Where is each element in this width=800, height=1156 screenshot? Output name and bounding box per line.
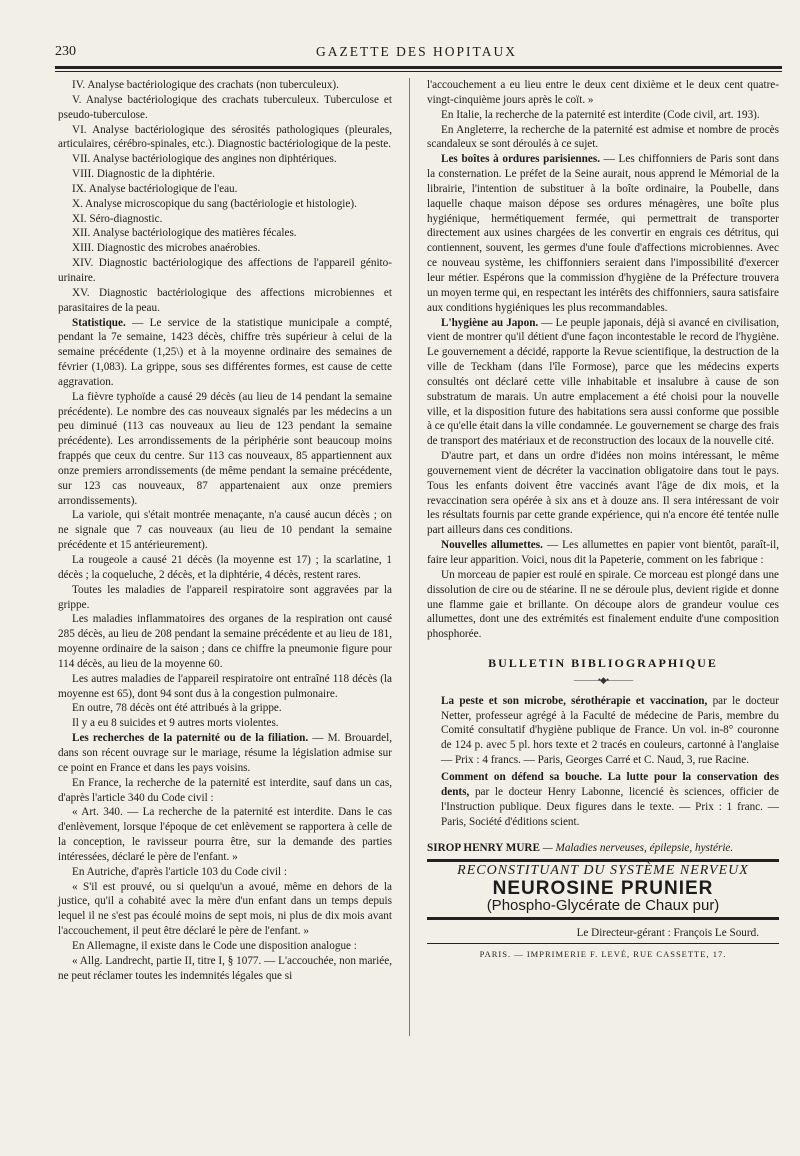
paragraph — [427, 538, 779, 568]
bulletin-title: BULLETIN BIBLIOGRAPHIQUE — [488, 656, 718, 671]
paragraph — [58, 553, 392, 583]
paragraph-text: — Les allumettes en papier vont bientôt, paraît-il, faire leur apparition. Voici, nous dit la Papeterie, comment on les fabrique : — [427, 539, 780, 566]
paragraph — [58, 776, 392, 806]
paragraph — [58, 939, 392, 954]
paragraph-text: La fièvre typhoïde a causé 29 décès (au lieu de 14 pendant la semaine précédente). Le nombre des cas nouveaux signalés par les médecins a un peu diminué (113 cas nouveaux au lieu de 123 pendant la semaine précédente). Les arrondissements de la périphérie sont beaucoup moins frappés que ceux du centre. Sur 113 cas nouveaux, 85 appartiennent aux onze premiers arrondissements (de même pendant la semaine précédente, sur 123 cas nouveaux, 87 appartenaient aux onze premiers arrondissements). — [58, 390, 392, 507]
paragraph-heading: L'hygiène au Japon. — [441, 316, 539, 329]
paragraph-text: l'accouchement a eu lieu entre le deux cent dixième et le deux cent quatre-vingt-cinquième jours après le coït. » — [427, 79, 779, 106]
paragraph — [58, 716, 392, 731]
paragraph — [427, 123, 779, 153]
paragraph — [58, 167, 392, 182]
paragraph — [58, 93, 392, 123]
paragraph-text: D'autre part, et dans un ordre d'idées non moins intéressant, le même gouvernement vient de décréter la vaccination obligatoire dans tout le pays. Tous les enfants doivent être vaccinés avant l'âge de dix mois, et la revaccination sera opérée à six ans et à douze ans. Il sera intéressant de voir les résultats fournis par cette grande expérience, qui n'a encore été tentée nulle part ailleurs dans ces conditions. — [427, 450, 779, 537]
paragraph-heading: Les boîtes à ordures parisiennes. — [441, 153, 600, 166]
advert-rule-bottom — [427, 917, 779, 920]
paragraph-text: « Allg. Landrecht, partie II, titre I, § 1077. — L'accouchée, non mariée, ne peut réclamer toutes les indemnités légales que si — [58, 954, 392, 982]
paragraph-heading: La peste et son microbe, sérothérapie et vaccination, — [441, 694, 708, 707]
paragraph-text: — Le service de la statistique municipale a compté, pendant la 7e semaine, 1423 décès, chiffre très supérieur à celui de la semaine précédente (1,25\) et à la moyenne ordinaire des semaines de février (1,083). La grippe, sous ses différentes formes, est cause de cette aggravation. — [58, 316, 392, 388]
advert-brand: SIROP HENRY MURE — [427, 842, 540, 855]
paragraph-text: V. Analyse bactériologique des crachats tuberculeux. Tuberculose et pseudo-tuberculose. — [58, 93, 392, 121]
paragraph-text: La rougeole a causé 21 décès (la moyenne est 17) ; la scarlatine, 1 décès ; la coqueluche, 2 décès, et la diphtérie, 4 décès, restent rares. — [58, 554, 392, 581]
paragraph — [58, 123, 392, 153]
paragraph-text: VII. Analyse bactériologique des angines non diphtériques. — [72, 153, 337, 166]
right-column-articles — [427, 78, 779, 642]
paragraph — [58, 256, 392, 286]
paragraph-text: En Italie, la recherche de la paternité est interdite (Code civil, art. 193). — [441, 108, 760, 121]
page-number: 230 — [55, 44, 76, 59]
paragraph-text: « Art. 340. — La recherche de la paternité est interdite. Dans le cas d'enlèvement, lorsque l'époque de cet enlèvement se rapportera à celle de la conception, le ravisseur pourra être, sur la demande des parties intéressées, déclaré le père de l'enfant. » — [58, 806, 392, 863]
paragraph — [427, 108, 779, 123]
paragraph-text: VI. Analyse bactériologique des sérosités pathologiques (pleurales, articulaires, cérébro-spinales, etc.). Diagnostic bactériologique de la peste. — [58, 123, 392, 151]
paragraph — [427, 694, 779, 768]
paragraph — [58, 212, 392, 227]
paragraph-text: IX. Analyse bactériologique de l'eau. — [72, 182, 238, 195]
paragraph — [58, 612, 392, 671]
paragraph-text: IV. Analyse bactériologique des crachats (non tuberculeux). — [72, 79, 339, 91]
paragraph — [58, 226, 392, 241]
advert-tagline: RECONSTITUANT DU SYSTÈME NERVEUX — [457, 863, 749, 879]
advert-line-1 — [427, 841, 779, 856]
left-column — [58, 78, 392, 983]
paragraph-text: Un morceau de papier est roulé en spirale. Ce morceau est plongé dans une dissolution de cire ou de stéarine. Il ne se déroule plus, devient rigide et donne une flamme gaie et brillante. On découpe alors de grandeur voulue ces allumettes, dont une des extrémités est finalement enduite d'une composition phosphorée. — [427, 568, 779, 641]
paragraph-text: XV. Diagnostic bactériologique des affections microbiennes et parasitaires de la peau. — [58, 286, 392, 314]
paragraph — [427, 316, 779, 450]
bulletin-entries — [427, 694, 779, 830]
paragraph — [58, 152, 392, 167]
paragraph-text: En Autriche, d'après l'article 103 du Code civil : — [72, 865, 287, 878]
footer-rule — [427, 943, 779, 944]
paragraph-text: En outre, 78 décès ont été attribués à la grippe. — [72, 702, 282, 715]
advert-product-name: NEUROSINE PRUNIER — [492, 878, 714, 900]
paragraph-text: En Allemagne, il existe dans le Code une disposition analogue : — [72, 939, 357, 952]
paragraph-text: par le docteur Netter, professeur agrégé à la Faculté de médecine de Paris, membre du Comité consultatif d'hygiène publique de France. Un vol. in-8° couronne de 124 p. avec 5 pl. hors texte et 2 tracés en couleurs, cartonné à l'anglaise — Prix : 4 francs. — Paris, Georges Carré et C. Naud, 3, rue Racine. — [441, 694, 779, 767]
director-line: Le Directeur-gérant : François Le Sourd. — [576, 926, 759, 939]
printer-line: PARIS. — IMPRIMERIE F. LEVÉ, RUE CASSETTE, 17. — [479, 948, 727, 959]
paragraph — [58, 286, 392, 316]
paragraph-heading: Les recherches de la paternité ou de la filiation. — [72, 732, 309, 745]
paragraph-text: — Le peuple japonais, déjà si avancé en civilisation, vient de montrer qu'il détient d'une façon incontestable le record de l'hygiène. Le gouvernement a décidé, rapporte la Revue scientifique, la destruction de la ville de Teckham (dans l'île Formose), parce que les médecins experts consultés ont déclaré cette ville inhabitable et insalubre à cause de son substratum de marais. Un autre emplacement a été choisi pour la nouvelle ville, et la disposition future des habitations sera aussi conforme que possible à ce qu'elle était dans la ville condamnée. Le gouvernement se charge des frais de transport des matériaux et de reconstruction des locaux de la nouvelle cité. — [427, 316, 779, 448]
paragraph-text: Toutes les maladies de l'appareil respiratoire sont aggravées par la grippe. — [58, 583, 392, 611]
advertisement — [427, 841, 779, 920]
paragraph — [58, 865, 392, 880]
advert-product-desc: (Phospho-Glycérate de Chaux pur) — [486, 897, 720, 915]
paragraph — [427, 770, 779, 829]
paragraph — [58, 731, 392, 776]
paragraph — [58, 508, 392, 553]
header-rule-thin — [55, 71, 782, 72]
paragraph-heading: Statistique. — [72, 316, 126, 329]
paragraph — [58, 182, 392, 197]
paragraph — [58, 954, 392, 984]
page-header — [55, 44, 778, 66]
paragraph-text: XII. Analyse bactériologique des matières fécales. — [72, 227, 297, 240]
paragraph — [58, 672, 392, 702]
bulletin-ornament: ———•◆•——— — [573, 674, 633, 685]
paragraph — [58, 197, 392, 212]
paragraph-text: — Les chiffonniers de Paris sont dans la consternation. Le préfet de la Seine aurait, nous apprend le Mémorial de la librairie, l'intention de substituer à la boîte ordinaire, la Poubelle, dans laquelle chaque maison dépose ses ordures ménagères, une boîte plus hygiénique, hermétiquement fermée, qui permettrait de transporter directement aux usines chargées de les convertir en engrais ces détritus, qui contiennent, souvent, les germes d'une foule d'affections microbiennes. Avec ce nouveau système, les chiffonniers seraient dans l'impossibilité d'exercer leur métier. Espérons que la commission d'hygiène de la Préfecture trouvera un moyen terme qui, en respectant les intérêts des chiffonniers, saura satisfaire aux conditions hygiéniques les plus recommandables. — [427, 153, 779, 314]
advert-rule — [427, 859, 779, 862]
paragraph-text: La variole, qui s'était montrée menaçante, n'a causé aucun décès ; on ne signale que 7 cas nouveaux (au lieu de 10 pendant la semaine précédente et 15 antérieurement). — [58, 509, 392, 552]
paragraph-heading: Comment on défend sa bouche. La lutte pour la conservation des dents, — [441, 770, 779, 798]
paragraph-text: — M. Brouardel, dans son récent ouvrage sur le mariage, résume la législation admise sur ce point en France et dans les pays voisins. — [58, 732, 392, 774]
paragraph — [427, 152, 779, 315]
journal-title: GAZETTE DES HOPITAUX — [316, 44, 517, 59]
paragraph-text: XI. Séro-diagnostic. — [72, 212, 163, 225]
paragraph-text: Les autres maladies de l'appareil respiratoire ont entraîné 118 décès (la moyenne est 65), dont 94 sont dus à la congestion pulmonaire. — [58, 672, 392, 700]
paragraph-text: VIII. Diagnostic de la diphtérie. — [72, 168, 215, 181]
paragraph — [58, 880, 392, 939]
paragraph — [58, 241, 392, 256]
paragraph — [58, 701, 392, 716]
paragraph-text: par le docteur Henry Labonne, licencié ès sciences, officier de l'Instruction publique. Deux figures dans le texte. — Prix : 1 franc. — Paris, Société d'éditions scient. — [441, 785, 779, 828]
paragraph — [58, 583, 392, 613]
paragraph — [427, 568, 779, 642]
paragraph — [58, 390, 392, 509]
paragraph-heading: Nouvelles allumettes. — [441, 539, 543, 552]
paragraph — [58, 78, 392, 93]
paragraph — [58, 316, 392, 390]
paragraph-text: « S'il est prouvé, ou si quelqu'un a avoué, même en dehors de la justice, qu'il a cohabité avec la mère d'un enfant dans un temps depuis lequel il ne s'est pas écoulé moins de sept mois, ni plus de dix mois avant l'accouchement, il peut être déclaré le père de l'enfant. » — [58, 880, 392, 938]
paragraph-text: Il y a eu 8 suicides et 9 autres morts violentes. — [72, 717, 279, 730]
header-rule-thick — [55, 66, 782, 69]
paragraph-text: X. Analyse microscopique du sang (bactériologie et histologie). — [72, 197, 357, 210]
paragraph-text: En France, la recherche de la paternité est interdite, sauf dans un cas, d'après l'article 340 du Code civil : — [58, 776, 392, 804]
paragraph-text: XIII. Diagnostic des microbes anaérobies. — [72, 242, 261, 255]
paragraph — [58, 805, 392, 864]
right-column — [427, 78, 779, 962]
paragraph — [427, 78, 779, 108]
column-separator — [409, 78, 410, 1036]
paragraph-text: En Angleterre, la recherche de la paternité est admise et nombre de procès scandaleux se sont déroulés à ce sujet. — [427, 123, 779, 151]
paragraph — [427, 449, 779, 538]
paragraph-text: XIV. Diagnostic bactériologique des affections de l'appareil génito-urinaire. — [58, 257, 392, 284]
paragraph-text: Les maladies inflammatoires des organes de la respiration ont causé 285 décès, au lieu de 208 pendant la semaine précédente et au lieu de 181, moyenne ordinaire de la saison ; dans ce chiffre la pneumonie figure pour 114 décès, au lieu de la moyenne 60. — [58, 613, 392, 670]
advert-subtitle: — Maladies nerveuses, épilepsie, hystérie. — [542, 842, 734, 855]
